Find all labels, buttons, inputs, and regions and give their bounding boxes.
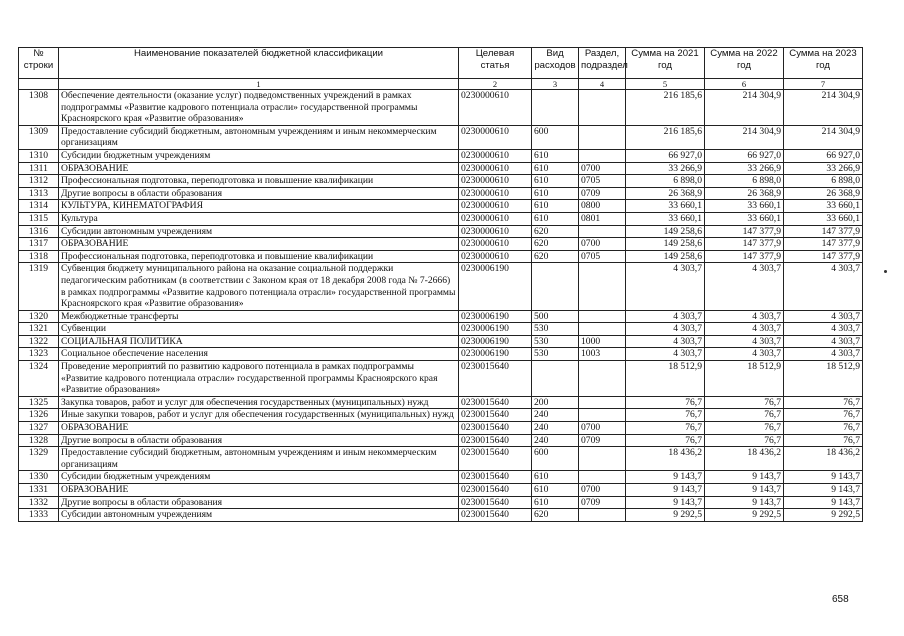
row-target-code: 0230015640: [459, 361, 532, 397]
row-target-code: 0230015640: [459, 422, 532, 435]
row-sum-2021: 9 143,7: [626, 471, 705, 484]
row-expense-type: 610: [532, 149, 579, 162]
row-sum-2023: 214 304,9: [784, 90, 863, 126]
header-target: Целевая статья: [459, 48, 532, 79]
row-name: Субсидии автономным учреждениям: [59, 225, 459, 238]
row-sum-2022: 214 304,9: [705, 125, 784, 149]
table-row: [19, 396, 863, 409]
row-section: [579, 471, 626, 484]
row-number: 1312: [19, 175, 59, 188]
row-number: 1319: [19, 263, 59, 310]
row-section: [579, 447, 626, 471]
row-sum-2021: 33 266,9: [626, 162, 705, 175]
table-row: [19, 149, 863, 162]
row-section: 0800: [579, 200, 626, 213]
row-number: 1323: [19, 348, 59, 361]
row-target-code: 0230015640: [459, 396, 532, 409]
row-section: 0705: [579, 250, 626, 263]
row-section: 0709: [579, 496, 626, 509]
table-row: [19, 422, 863, 435]
row-name: Социальное обеспечение населения: [59, 348, 459, 361]
row-name: Другие вопросы в области образования: [59, 187, 459, 200]
table-row: [19, 310, 863, 323]
row-sum-2021: 76,7: [626, 396, 705, 409]
table-row: [19, 125, 863, 149]
table-row: [19, 447, 863, 471]
row-name: ОБРАЗОВАНИЕ: [59, 484, 459, 497]
row-sum-2021: 4 303,7: [626, 348, 705, 361]
row-expense-type: 610: [532, 484, 579, 497]
table-row: [19, 335, 863, 348]
row-number: 1329: [19, 447, 59, 471]
row-sum-2021: 9 292,5: [626, 509, 705, 522]
row-number: 1330: [19, 471, 59, 484]
column-number: 1: [59, 79, 459, 90]
row-expense-type: 620: [532, 225, 579, 238]
table-row: [19, 250, 863, 263]
row-sum-2021: 18 512,9: [626, 361, 705, 397]
row-sum-2022: 4 303,7: [705, 323, 784, 336]
row-sum-2021: 4 303,7: [626, 310, 705, 323]
row-expense-type: 240: [532, 422, 579, 435]
row-target-code: 0230015640: [459, 434, 532, 447]
row-sum-2023: 18 512,9: [784, 361, 863, 397]
row-sum-2021: 149 258,6: [626, 250, 705, 263]
row-sum-2023: 18 436,2: [784, 447, 863, 471]
row-sum-2021: 4 303,7: [626, 263, 705, 310]
row-sum-2023: 4 303,7: [784, 263, 863, 310]
row-sum-2023: 4 303,7: [784, 310, 863, 323]
row-sum-2021: 9 143,7: [626, 484, 705, 497]
row-target-code: 0230006190: [459, 335, 532, 348]
row-target-code: 0230000610: [459, 238, 532, 251]
row-expense-type: 500: [532, 310, 579, 323]
row-number: 1313: [19, 187, 59, 200]
row-expense-type: 530: [532, 335, 579, 348]
row-sum-2022: 147 377,9: [705, 238, 784, 251]
row-section: [579, 149, 626, 162]
row-expense-type: 610: [532, 175, 579, 188]
table-body: [19, 90, 863, 522]
column-number: 3: [532, 79, 579, 90]
table-row: [19, 496, 863, 509]
row-name: Предоставление субсидий бюджетным, автономным учреждениям и иным некоммерческим организациям: [59, 447, 459, 471]
table-row: [19, 409, 863, 422]
row-expense-type: 610: [532, 471, 579, 484]
row-sum-2022: 147 377,9: [705, 250, 784, 263]
row-target-code: 0230015640: [459, 471, 532, 484]
row-expense-type: 600: [532, 447, 579, 471]
row-sum-2023: 214 304,9: [784, 125, 863, 149]
row-expense-type: [532, 361, 579, 397]
table-row: [19, 484, 863, 497]
row-name: Иные закупки товаров, работ и услуг для обеспечения государственных (муниципальных) нужд: [59, 409, 459, 422]
row-name: Другие вопросы в области образования: [59, 496, 459, 509]
row-name: Предоставление субсидий бюджетным, автономным учреждениям и иным некоммерческим организациям: [59, 125, 459, 149]
row-number: 1320: [19, 310, 59, 323]
header-sum-2023: Сумма на 2023 год: [784, 48, 863, 79]
row-sum-2021: 33 660,1: [626, 212, 705, 225]
row-number: 1317: [19, 238, 59, 251]
row-target-code: 0230006190: [459, 310, 532, 323]
row-target-code: 0230000610: [459, 149, 532, 162]
row-section: [579, 310, 626, 323]
header-section: Раздел, подраздел: [579, 48, 626, 79]
row-section: [579, 225, 626, 238]
row-target-code: 0230000610: [459, 225, 532, 238]
table-row: [19, 263, 863, 310]
row-sum-2022: 66 927,0: [705, 149, 784, 162]
row-number: 1331: [19, 484, 59, 497]
row-name: ОБРАЗОВАНИЕ: [59, 162, 459, 175]
row-section: [579, 409, 626, 422]
row-number: 1321: [19, 323, 59, 336]
row-name: ОБРАЗОВАНИЕ: [59, 422, 459, 435]
row-target-code: 0230000610: [459, 200, 532, 213]
table-header-row: [19, 48, 863, 79]
row-target-code: 0230015640: [459, 509, 532, 522]
row-expense-type: 610: [532, 212, 579, 225]
row-expense-type: [532, 90, 579, 126]
table-row: [19, 225, 863, 238]
row-sum-2023: 9 143,7: [784, 484, 863, 497]
row-expense-type: 620: [532, 509, 579, 522]
row-name: Обеспечение деятельности (оказание услуг) подведомственных учреждений в рамках подпрограммы «Развитие кадрового потенциала отрасли» государственной программы Красноярского края «Развитие образования»: [59, 90, 459, 126]
row-section: 0709: [579, 434, 626, 447]
row-number: 1325: [19, 396, 59, 409]
column-number: 2: [459, 79, 532, 90]
row-target-code: 0230000610: [459, 162, 532, 175]
row-name: СОЦИАЛЬНАЯ ПОЛИТИКА: [59, 335, 459, 348]
row-section: 0709: [579, 187, 626, 200]
table-row: [19, 361, 863, 397]
row-sum-2023: 9 292,5: [784, 509, 863, 522]
row-sum-2023: 6 898,0: [784, 175, 863, 188]
table-row: [19, 212, 863, 225]
row-name: Субвенция бюджету муниципального района на оказание социальной поддержки педагогическим работникам (в соответствии с Законом края от 18 декабря 2008 года № 7-2666) в рамках подпрограммы «Развитие кадрового потенциала отрасли» государственной программы Красноярского края «Развитие образования»: [59, 263, 459, 310]
row-sum-2023: 9 143,7: [784, 471, 863, 484]
row-name: Культура: [59, 212, 459, 225]
row-section: 0700: [579, 162, 626, 175]
row-expense-type: [532, 263, 579, 310]
row-section: 0700: [579, 422, 626, 435]
row-expense-type: 530: [532, 348, 579, 361]
budget-table: [18, 47, 863, 522]
row-section: 0700: [579, 484, 626, 497]
row-name: Субсидии автономным учреждениям: [59, 509, 459, 522]
row-sum-2023: 76,7: [784, 422, 863, 435]
row-sum-2023: 76,7: [784, 396, 863, 409]
row-name: Профессиональная подготовка, переподготовка и повышение квалификации: [59, 250, 459, 263]
header-sum-2022: Сумма на 2022 год: [705, 48, 784, 79]
table-row: [19, 200, 863, 213]
row-sum-2021: 9 143,7: [626, 496, 705, 509]
row-section: [579, 361, 626, 397]
row-expense-type: 240: [532, 409, 579, 422]
row-sum-2021: 4 303,7: [626, 323, 705, 336]
column-number: [19, 79, 59, 90]
row-number: 1332: [19, 496, 59, 509]
row-sum-2023: 33 660,1: [784, 212, 863, 225]
row-sum-2022: 33 660,1: [705, 212, 784, 225]
row-section: 1000: [579, 335, 626, 348]
row-sum-2022: 76,7: [705, 422, 784, 435]
row-target-code: 0230000610: [459, 187, 532, 200]
row-sum-2023: 66 927,0: [784, 149, 863, 162]
row-number: 1309: [19, 125, 59, 149]
row-sum-2022: 4 303,7: [705, 310, 784, 323]
row-number: 1310: [19, 149, 59, 162]
row-sum-2022: 18 512,9: [705, 361, 784, 397]
row-section: [579, 396, 626, 409]
row-sum-2022: 18 436,2: [705, 447, 784, 471]
row-number: 1315: [19, 212, 59, 225]
row-number: 1311: [19, 162, 59, 175]
row-sum-2021: 76,7: [626, 434, 705, 447]
row-name: Субвенции: [59, 323, 459, 336]
row-section: [579, 125, 626, 149]
row-sum-2022: 76,7: [705, 409, 784, 422]
row-section: [579, 263, 626, 310]
row-sum-2022: 26 368,9: [705, 187, 784, 200]
table-row: [19, 90, 863, 126]
table-row: [19, 323, 863, 336]
table-row: [19, 348, 863, 361]
row-sum-2021: 4 303,7: [626, 335, 705, 348]
row-target-code: 0230000610: [459, 175, 532, 188]
row-sum-2023: 4 303,7: [784, 335, 863, 348]
row-sum-2022: 9 143,7: [705, 496, 784, 509]
row-sum-2023: 4 303,7: [784, 348, 863, 361]
column-number: 4: [579, 79, 626, 90]
row-number: 1322: [19, 335, 59, 348]
row-section: 1003: [579, 348, 626, 361]
row-target-code: 0230015640: [459, 409, 532, 422]
row-sum-2021: 76,7: [626, 409, 705, 422]
row-sum-2022: 9 143,7: [705, 484, 784, 497]
row-name: Субсидии бюджетным учреждениям: [59, 149, 459, 162]
table-row: [19, 509, 863, 522]
row-sum-2022: 4 303,7: [705, 348, 784, 361]
row-sum-2021: 216 185,6: [626, 125, 705, 149]
row-target-code: 0230000610: [459, 212, 532, 225]
row-sum-2022: 6 898,0: [705, 175, 784, 188]
row-number: 1324: [19, 361, 59, 397]
row-target-code: 0230015640: [459, 447, 532, 471]
row-sum-2022: 214 304,9: [705, 90, 784, 126]
row-expense-type: 610: [532, 496, 579, 509]
row-name: Профессиональная подготовка, переподготовка и повышение квалификации: [59, 175, 459, 188]
row-sum-2022: 9 143,7: [705, 471, 784, 484]
table-row: [19, 187, 863, 200]
row-number: 1316: [19, 225, 59, 238]
column-number: 7: [784, 79, 863, 90]
row-number: 1328: [19, 434, 59, 447]
row-sum-2023: 147 377,9: [784, 250, 863, 263]
row-sum-2021: 26 368,9: [626, 187, 705, 200]
row-sum-2021: 76,7: [626, 422, 705, 435]
row-sum-2023: 147 377,9: [784, 225, 863, 238]
row-sum-2022: 33 266,9: [705, 162, 784, 175]
row-sum-2022: 4 303,7: [705, 263, 784, 310]
row-expense-type: 620: [532, 238, 579, 251]
row-name: Другие вопросы в области образования: [59, 434, 459, 447]
row-name: Проведение мероприятий по развитию кадрового потенциала в рамках подпрограммы «Развитие кадрового потенциала отрасли» государственной программы Красноярского края «Развитие образования»: [59, 361, 459, 397]
row-target-code: 0230006190: [459, 348, 532, 361]
row-target-code: 0230006190: [459, 323, 532, 336]
row-sum-2021: 149 258,6: [626, 225, 705, 238]
scan-mark: [884, 270, 887, 273]
row-number: 1308: [19, 90, 59, 126]
row-expense-type: 620: [532, 250, 579, 263]
row-sum-2021: 6 898,0: [626, 175, 705, 188]
row-sum-2023: 76,7: [784, 434, 863, 447]
row-expense-type: 200: [532, 396, 579, 409]
row-sum-2022: 33 660,1: [705, 200, 784, 213]
row-section: 0801: [579, 212, 626, 225]
header-name: Наименование показателей бюджетной классификации: [59, 48, 459, 79]
row-sum-2022: 76,7: [705, 396, 784, 409]
header-row-number: № строки: [19, 48, 59, 79]
row-sum-2021: 18 436,2: [626, 447, 705, 471]
row-sum-2022: 9 292,5: [705, 509, 784, 522]
column-number-row: [19, 79, 863, 90]
row-expense-type: 610: [532, 200, 579, 213]
row-sum-2021: 149 258,6: [626, 238, 705, 251]
row-number: 1333: [19, 509, 59, 522]
row-sum-2022: 76,7: [705, 434, 784, 447]
column-number: 6: [705, 79, 784, 90]
row-name: Закупка товаров, работ и услуг для обеспечения государственных (муниципальных) нужд: [59, 396, 459, 409]
table-row: [19, 162, 863, 175]
row-expense-type: 600: [532, 125, 579, 149]
row-name: Субсидии бюджетным учреждениям: [59, 471, 459, 484]
row-target-code: 0230000610: [459, 90, 532, 126]
row-target-code: 0230000610: [459, 250, 532, 263]
row-sum-2023: 9 143,7: [784, 496, 863, 509]
row-expense-type: 240: [532, 434, 579, 447]
row-number: 1326: [19, 409, 59, 422]
row-sum-2023: 33 266,9: [784, 162, 863, 175]
row-sum-2021: 33 660,1: [626, 200, 705, 213]
column-number: 5: [626, 79, 705, 90]
row-sum-2022: 147 377,9: [705, 225, 784, 238]
row-sum-2021: 216 185,6: [626, 90, 705, 126]
table-row: [19, 175, 863, 188]
row-target-code: 0230015640: [459, 496, 532, 509]
row-sum-2023: 76,7: [784, 409, 863, 422]
row-target-code: 0230015640: [459, 484, 532, 497]
row-section: 0705: [579, 175, 626, 188]
row-number: 1318: [19, 250, 59, 263]
row-sum-2021: 66 927,0: [626, 149, 705, 162]
row-expense-type: 610: [532, 162, 579, 175]
row-target-code: 0230000610: [459, 125, 532, 149]
row-sum-2023: 147 377,9: [784, 238, 863, 251]
row-number: 1314: [19, 200, 59, 213]
row-section: [579, 509, 626, 522]
row-name: Межбюджетные трансферты: [59, 310, 459, 323]
row-sum-2023: 26 368,9: [784, 187, 863, 200]
row-name: КУЛЬТУРА, КИНЕМАТОГРАФИЯ: [59, 200, 459, 213]
table-row: [19, 434, 863, 447]
row-expense-type: 610: [532, 187, 579, 200]
table-row: [19, 471, 863, 484]
table-row: [19, 238, 863, 251]
row-target-code: 0230006190: [459, 263, 532, 310]
row-sum-2023: 33 660,1: [784, 200, 863, 213]
header-expense-type: Вид расходов: [532, 48, 579, 79]
row-section: [579, 323, 626, 336]
row-number: 1327: [19, 422, 59, 435]
row-name: ОБРАЗОВАНИЕ: [59, 238, 459, 251]
row-expense-type: 530: [532, 323, 579, 336]
page-number: 658: [832, 594, 849, 605]
row-section: 0700: [579, 238, 626, 251]
row-section: [579, 90, 626, 126]
row-sum-2022: 4 303,7: [705, 335, 784, 348]
header-sum-2021: Сумма на 2021 год: [626, 48, 705, 79]
row-sum-2023: 4 303,7: [784, 323, 863, 336]
